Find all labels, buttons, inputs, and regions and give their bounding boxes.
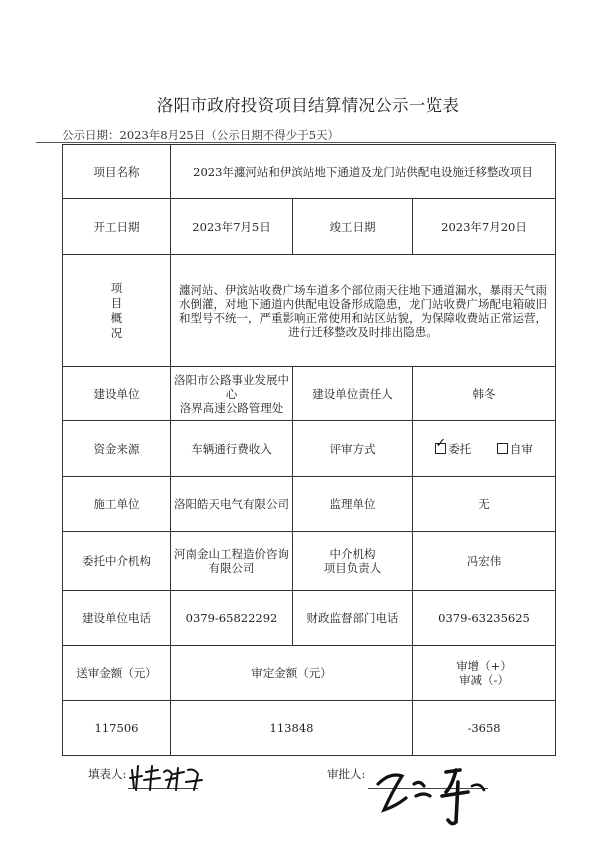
review-mode-label: 评审方式	[293, 421, 413, 477]
builder-resp-label: 建设单位责任人	[293, 367, 413, 421]
start-date-label: 开工日期	[63, 199, 171, 255]
overview-label-char: 目	[110, 295, 123, 310]
self-review-checkbox[interactable]	[497, 443, 508, 454]
project-name-label: 项目名称	[63, 145, 171, 199]
finance-phone-label: 财政监督部门电话	[293, 591, 413, 646]
overview-label	[63, 255, 171, 367]
approver-label: 审批人:	[327, 767, 366, 781]
builder-value-line2: 洛界高速公路管理处	[179, 400, 284, 415]
agency-leader-label	[293, 532, 413, 591]
end-date-label: 竣工日期	[293, 199, 413, 255]
agency-leader-value: 冯宏伟	[413, 532, 556, 591]
entrust-option-label: 委托	[448, 441, 472, 456]
submitted-amount-value: 117506	[63, 701, 171, 756]
difference-label-line1: 审增（+）	[456, 659, 512, 673]
submitted-amount-label: 送审金额（元）	[63, 646, 171, 701]
overview-label-char: 项	[110, 280, 123, 295]
overview-label-char: 概	[110, 310, 123, 325]
divider	[36, 142, 556, 143]
builder-phone-value: 0379-65822292	[171, 591, 293, 646]
builder-phone-label: 建设单位电话	[63, 591, 171, 646]
end-date-value: 2023年7月20日	[413, 199, 556, 255]
contractor-label: 施工单位	[63, 477, 171, 532]
finance-phone-value: 0379-63235625	[413, 591, 556, 646]
agency-value: 河南金山工程造价咨询有限公司	[171, 532, 293, 591]
settlement-table	[62, 144, 556, 756]
row-contractor	[63, 477, 556, 532]
funding-value: 车辆通行费收入	[171, 421, 293, 477]
difference-label	[413, 646, 556, 701]
overview-text: 瀍河站、伊滨站收费广场车道多个部位雨天往地下通道漏水，暴雨天气雨水倒灌，对地下通道内供配电设备形成隐患，龙门站收费广场配电箱破旧和型号不统一，严重影响正常使用和站区站貌，为保障收费站正常运营，进行迁移整改及时排出隐患。	[171, 255, 556, 367]
row-builder	[63, 367, 556, 421]
approver-signature	[372, 762, 502, 828]
page-title: 洛阳市政府投资项目结算情况公示一览表	[156, 96, 460, 115]
start-date-value: 2023年7月5日	[171, 199, 293, 255]
project-name-value: 2023年瀍河站和伊滨站地下通道及龙门站供配电设施迁移整改项目	[171, 145, 556, 199]
row-phones	[63, 591, 556, 646]
funding-label: 资金来源	[63, 421, 171, 477]
entrust-checkbox[interactable]	[435, 443, 446, 454]
overview-label-char: 况	[110, 325, 123, 340]
row-dates	[63, 199, 556, 255]
agency-leader-label-line2: 项目负责人	[323, 561, 382, 575]
builder-resp-value: 韩冬	[413, 367, 556, 421]
builder-value	[171, 367, 293, 421]
row-funding	[63, 421, 556, 477]
row-amount-headers	[63, 646, 556, 701]
approved-amount-value: 113848	[171, 701, 413, 756]
difference-value: -3658	[413, 701, 556, 756]
difference-label-line2: 审减（-）	[459, 673, 509, 687]
review-mode-options	[413, 421, 556, 477]
approved-amount-label: 审定金额（元）	[171, 646, 413, 701]
self-review-option-label: 自审	[509, 441, 533, 456]
builder-value-line1: 洛阳市公路事业发展中心	[174, 372, 289, 401]
contractor-value: 洛阳皓天电气有限公司	[171, 477, 293, 532]
publish-date: 公示日期：2023年8月25日（公示日期不得少于5天）	[62, 128, 340, 142]
row-project-name	[63, 145, 556, 199]
filler-signature	[128, 760, 208, 794]
builder-label: 建设单位	[63, 367, 171, 421]
supervisor-label: 监理单位	[293, 477, 413, 532]
row-overview	[63, 255, 556, 367]
agency-leader-label-line1: 中介机构	[329, 547, 376, 561]
supervisor-value: 无	[413, 477, 556, 532]
row-amount-values	[63, 701, 556, 756]
agency-label: 委托中介机构	[63, 532, 171, 591]
row-agency	[63, 532, 556, 591]
filler-label: 填表人:	[88, 767, 127, 781]
